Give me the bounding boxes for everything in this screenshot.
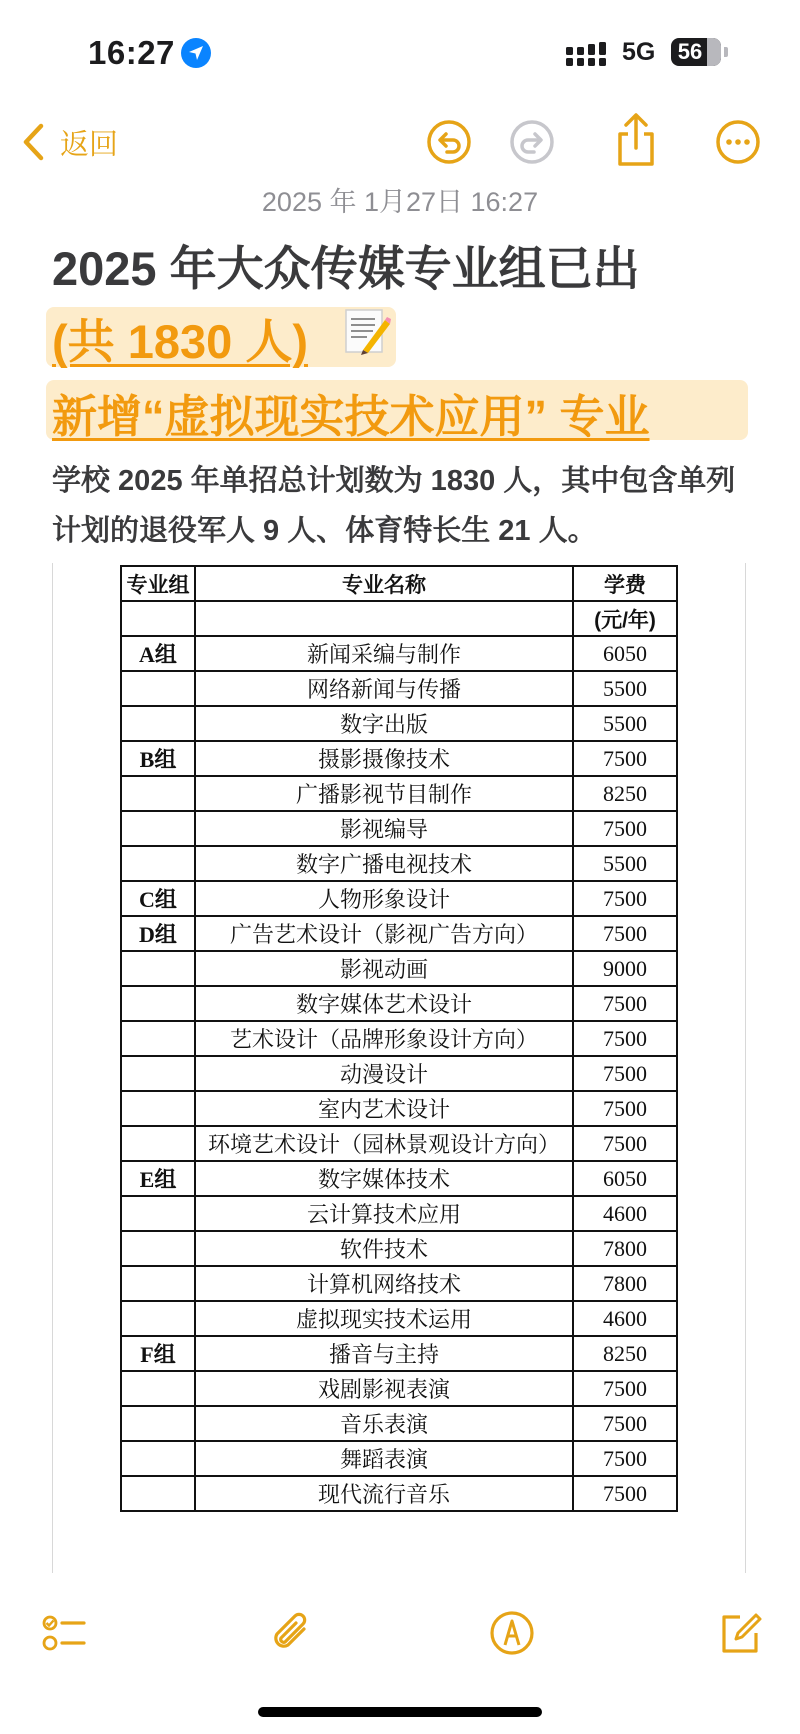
table-row <box>121 1021 677 1056</box>
checklist-icon[interactable] <box>40 1609 88 1657</box>
major-cell: 现代流行音乐 <box>195 1476 573 1511</box>
group-cell <box>121 776 195 811</box>
major-cell: 音乐表演 <box>195 1406 573 1441</box>
major-cell: 数字媒体技术 <box>195 1161 573 1196</box>
major-cell: 云计算技术应用 <box>195 1196 573 1231</box>
fee-cell: 7800 <box>573 1266 677 1301</box>
table-row <box>121 1231 677 1266</box>
group-cell <box>121 1441 195 1476</box>
group-cell <box>121 1231 195 1266</box>
table-row <box>121 811 677 846</box>
table-row <box>121 1056 677 1091</box>
more-options-icon[interactable] <box>714 118 762 166</box>
table-row <box>121 671 677 706</box>
major-cell: 网络新闻与传播 <box>195 671 573 706</box>
table-row <box>121 776 677 811</box>
fee-cell: 6050 <box>573 1161 677 1196</box>
table-row <box>121 1196 677 1231</box>
table-row <box>121 986 677 1021</box>
group-cell <box>121 1301 195 1336</box>
major-cell: 影视动画 <box>195 951 573 986</box>
chevron-left-icon <box>22 123 44 161</box>
navigation-bar <box>0 108 800 176</box>
cellular-signal-icon <box>566 42 612 68</box>
table-image[interactable] <box>52 563 746 1573</box>
fee-cell: 8250 <box>573 776 677 811</box>
table-row <box>121 846 677 881</box>
fee-cell: 7500 <box>573 1126 677 1161</box>
major-cell: 虚拟现实技术运用 <box>195 1301 573 1336</box>
fee-cell: 7500 <box>573 1441 677 1476</box>
table-header-row <box>121 601 677 636</box>
table-header-row <box>121 566 677 601</box>
major-cell: 广告艺术设计（影视广告方向） <box>195 916 573 951</box>
major-cell: 艺术设计（品牌形象设计方向） <box>195 1021 573 1056</box>
group-cell <box>121 1196 195 1231</box>
table-row <box>121 1301 677 1336</box>
fee-cell: 6050 <box>573 636 677 671</box>
group-cell <box>121 986 195 1021</box>
undo-icon[interactable] <box>425 118 473 166</box>
major-cell: 数字出版 <box>195 706 573 741</box>
compose-icon[interactable] <box>716 1609 764 1657</box>
table-row <box>121 1266 677 1301</box>
share-icon[interactable] <box>612 112 660 168</box>
location-arrow-icon <box>181 38 211 68</box>
header-major: 专业名称 <box>195 566 573 601</box>
major-cell: 播音与主持 <box>195 1336 573 1371</box>
table-row <box>121 1126 677 1161</box>
major-cell: 环境艺术设计（园林景观设计方向） <box>195 1126 573 1161</box>
major-cell: 舞蹈表演 <box>195 1441 573 1476</box>
group-cell <box>121 1056 195 1091</box>
major-cell: 新闻采编与制作 <box>195 636 573 671</box>
fee-cell: 7500 <box>573 1021 677 1056</box>
major-cell: 动漫设计 <box>195 1056 573 1091</box>
table-row <box>121 706 677 741</box>
group-cell <box>121 1371 195 1406</box>
fee-cell: 7500 <box>573 1091 677 1126</box>
group-cell <box>121 1476 195 1511</box>
back-button[interactable] <box>22 120 118 164</box>
fee-cell: 8250 <box>573 1336 677 1371</box>
group-cell <box>121 671 195 706</box>
fee-cell: 4600 <box>573 1301 677 1336</box>
fee-cell: 7500 <box>573 1476 677 1511</box>
fee-cell: 9000 <box>573 951 677 986</box>
fee-cell: 4600 <box>573 1196 677 1231</box>
network-type: 5G <box>622 38 656 66</box>
status-time: 16:27 <box>88 34 175 71</box>
fee-cell: 7800 <box>573 1231 677 1266</box>
group-cell: D组 <box>121 916 195 951</box>
table-row <box>121 1441 677 1476</box>
fee-cell: 7500 <box>573 811 677 846</box>
fee-cell: 7500 <box>573 1406 677 1441</box>
group-cell <box>121 1406 195 1441</box>
group-cell: E组 <box>121 1161 195 1196</box>
fee-cell: 5500 <box>573 846 677 881</box>
fee-cell: 7500 <box>573 881 677 916</box>
paperclip-icon[interactable] <box>268 1609 316 1657</box>
header-fee-unit: (元/年) <box>573 601 677 636</box>
table-row <box>121 916 677 951</box>
table-row <box>121 1406 677 1441</box>
table-row <box>121 1091 677 1126</box>
note-title: 2025 年大众传媒专业组已出 <box>52 242 640 295</box>
battery-level: 56 <box>677 39 703 64</box>
group-cell: B组 <box>121 741 195 776</box>
header-fee: 学费 <box>573 566 677 601</box>
fee-cell: 7500 <box>573 1371 677 1406</box>
table-row <box>121 1336 677 1371</box>
table-row <box>121 741 677 776</box>
battery-icon <box>671 38 721 66</box>
major-cell: 数字广播电视技术 <box>195 846 573 881</box>
table-row <box>121 1476 677 1511</box>
home-indicator <box>258 1707 542 1717</box>
major-cell: 室内艺术设计 <box>195 1091 573 1126</box>
back-label: 返回 <box>60 128 119 161</box>
note-title-new-major: 新增“虚拟现实技术应用” 专业 <box>52 391 650 442</box>
table-row <box>121 1371 677 1406</box>
major-cell: 软件技术 <box>195 1231 573 1266</box>
header-group: 专业组 <box>121 566 195 601</box>
fee-cell: 7500 <box>573 741 677 776</box>
table-row <box>121 951 677 986</box>
group-cell: A组 <box>121 636 195 671</box>
note-date: 2025 年 1月27日 16:27 <box>261 187 539 217</box>
group-cell: F组 <box>121 1336 195 1371</box>
memo-emoji-icon <box>343 306 391 356</box>
major-cell: 影视编导 <box>195 811 573 846</box>
note-title-count: (共 1830 人) <box>52 315 308 368</box>
redo-icon[interactable] <box>508 118 556 166</box>
markup-pen-icon[interactable] <box>488 1609 536 1657</box>
fee-cell: 5500 <box>573 706 677 741</box>
fee-cell: 7500 <box>573 986 677 1021</box>
group-cell <box>121 1021 195 1056</box>
major-cell: 数字媒体艺术设计 <box>195 986 573 1021</box>
major-cell: 广播影视节目制作 <box>195 776 573 811</box>
status-bar <box>0 0 800 100</box>
fee-cell: 7500 <box>573 916 677 951</box>
group-cell <box>121 1091 195 1126</box>
group-cell <box>121 706 195 741</box>
group-cell <box>121 951 195 986</box>
group-cell: C组 <box>121 881 195 916</box>
fee-cell: 5500 <box>573 671 677 706</box>
major-cell: 计算机网络技术 <box>195 1266 573 1301</box>
major-cell: 戏剧影视表演 <box>195 1371 573 1406</box>
group-cell <box>121 1126 195 1161</box>
fee-table <box>120 565 678 1512</box>
table-row <box>121 636 677 671</box>
fee-cell: 7500 <box>573 1056 677 1091</box>
note-paragraph: 学校 2025 年单招总计划数为 1830 人，其中包含单列计划的退役军人 9 人、体育特长生 21 人。 <box>52 465 736 547</box>
group-cell <box>121 811 195 846</box>
major-cell: 摄影摄像技术 <box>195 741 573 776</box>
group-cell <box>121 1266 195 1301</box>
table-row <box>121 1161 677 1196</box>
table-row <box>121 881 677 916</box>
major-cell: 人物形象设计 <box>195 881 573 916</box>
group-cell <box>121 846 195 881</box>
